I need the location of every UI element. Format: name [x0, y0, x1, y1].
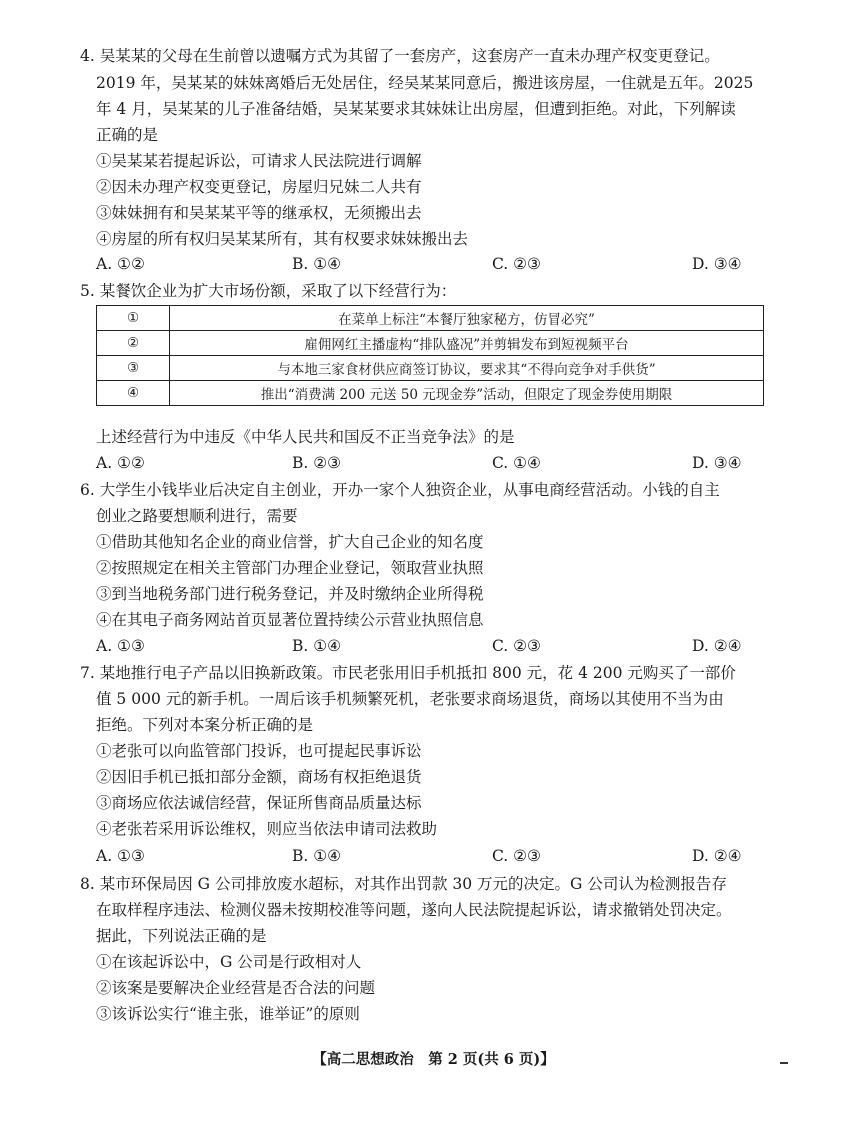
statement-item: ④在其电子商务网站首页显著位置持续公示营业执照信息: [96, 611, 484, 629]
statement-item: ③该诉讼实行“谁主张，谁举证”的原则: [96, 1005, 360, 1023]
table-cell-number: ③: [97, 356, 170, 381]
question-stem-line: 8. 某市环保局因 G 公司排放废水超标，对其作出罚款 30 万元的决定。G 公司认为检测报告存: [80, 875, 727, 893]
question-stem-line: 拒绝。下列对本案分析正确的是: [96, 716, 314, 734]
option-b: B. ①④: [292, 847, 342, 865]
option-d: D. ③④: [692, 255, 742, 273]
table-row: [97, 306, 764, 331]
option-b: B. ②③: [292, 454, 342, 472]
statement-item: ③商场应依法诚信经营，保证所售商品质量达标: [96, 794, 422, 812]
statement-item: ①在该起诉讼中，G 公司是行政相对人: [96, 953, 362, 971]
answer-options: [96, 843, 766, 869]
behavior-table: [96, 305, 764, 406]
answer-options: [96, 450, 766, 476]
option-c: C. ②③: [492, 255, 541, 273]
statement-item: ④房屋的所有权归吴某某所有，其有权要求妹妹搬出去: [96, 230, 469, 248]
statement-item: ①借助其他知名企业的商业信誉，扩大自己企业的知名度: [96, 533, 484, 551]
option-c: C. ②③: [492, 847, 541, 865]
scan-mark: [780, 1062, 788, 1064]
option-a: A. ①③: [96, 637, 145, 655]
table-cell-number: ④: [97, 381, 170, 406]
answer-options: [96, 251, 766, 277]
table-cell-text: 推出“消费满 200 元送 50 元现金券”活动，但限定了现金券使用期限: [170, 381, 764, 406]
question-stem-line: 据此，下列说法正确的是: [96, 927, 267, 945]
option-d: D. ③④: [692, 454, 742, 472]
page-footer: 【高二思想政治 第 2 页(共 6 页)】: [312, 1051, 555, 1068]
table-row: [97, 356, 764, 381]
question-stem-line: 在取样程序违法、检测仪器未按期校准等问题，遂向人民法院提起诉讼，请求撤销处罚决定。: [96, 901, 732, 919]
statement-item: ②该案是要解决企业经营是否合法的问题: [96, 979, 376, 997]
question-stem-line: 正确的是: [96, 126, 159, 144]
question-stem-line: 创业之路要想顺利进行，需要: [96, 507, 298, 525]
option-a: A. ①②: [96, 454, 145, 472]
table-row: [97, 381, 764, 406]
statement-item: ④老张若采用诉讼维权，则应当依法申请司法救助: [96, 820, 438, 838]
question-stem-line: 值 5 000 元的新手机。一周后该手机频繁死机，老张要求商场退货，商场以其使用不当为由: [96, 690, 724, 708]
option-b: B. ①④: [292, 637, 342, 655]
table-cell-text: 雇佣网红主播虚构“排队盛况”并剪辑发布到短视频平台: [170, 331, 764, 356]
question-prompt: 上述经营行为中违反《中华人民共和国反不正当竞争法》的是: [96, 428, 515, 446]
table-cell-text: 在菜单上标注“本餐厅独家秘方，仿冒必究”: [170, 306, 764, 331]
statement-item: ③到当地税务部门进行税务登记，并及时缴纳企业所得税: [96, 585, 484, 603]
option-c: C. ①④: [492, 454, 541, 472]
statement-item: ①吴某某若提起诉讼，可请求人民法院进行调解: [96, 152, 422, 170]
table-row: [97, 331, 764, 356]
statement-item: ③妹妹拥有和吴某某平等的继承权，无须搬出去: [96, 204, 422, 222]
question-stem-line: 5. 某餐饮企业为扩大市场份额，采取了以下经营行为：: [80, 282, 457, 300]
question-stem-line: 6. 大学生小钱毕业后决定自主创业，开办一家个人独资企业，从事电商经营活动。小钱的自主: [80, 481, 720, 499]
question-stem-line: 4. 吴某某的父母在生前曾以遗嘱方式为其留了一套房产，这套房产一直未办理产权变更登记。: [80, 47, 720, 65]
option-c: C. ②③: [492, 637, 541, 655]
statement-item: ②因未办理产权变更登记，房屋归兄妹二人共有: [96, 178, 422, 196]
answer-options: [96, 633, 766, 659]
option-d: D. ②④: [692, 847, 742, 865]
question-stem-line: 7. 某地推行电子产品以旧换新政策。市民老张用旧手机抵扣 800 元，花 4 200 元购买了一部价: [80, 664, 736, 682]
statement-item: ①老张可以向监管部门投诉，也可提起民事诉讼: [96, 742, 422, 760]
option-b: B. ①④: [292, 255, 342, 273]
option-a: A. ①②: [96, 255, 145, 273]
table-cell-number: ①: [97, 306, 170, 331]
question-stem-line: 年 4 月，吴某某的儿子准备结婚，吴某某要求其妹妹让出房屋，但遭到拒绝。对此，下列解读: [96, 100, 736, 118]
question-stem-line: 2019 年，吴某某的妹妹离婚后无处居住，经吴某某同意后，搬进该房屋，一住就是五年。2025: [96, 74, 754, 92]
table-cell-text: 与本地三家食材供应商签订协议，要求其“不得向竞争对手供货”: [170, 356, 764, 381]
statement-item: ②按照规定在相关主管部门办理企业登记，领取营业执照: [96, 559, 484, 577]
table-cell-number: ②: [97, 331, 170, 356]
statement-item: ②因旧手机已抵扣部分金额，商场有权拒绝退货: [96, 768, 422, 786]
option-d: D. ②④: [692, 637, 742, 655]
option-a: A. ①③: [96, 847, 145, 865]
